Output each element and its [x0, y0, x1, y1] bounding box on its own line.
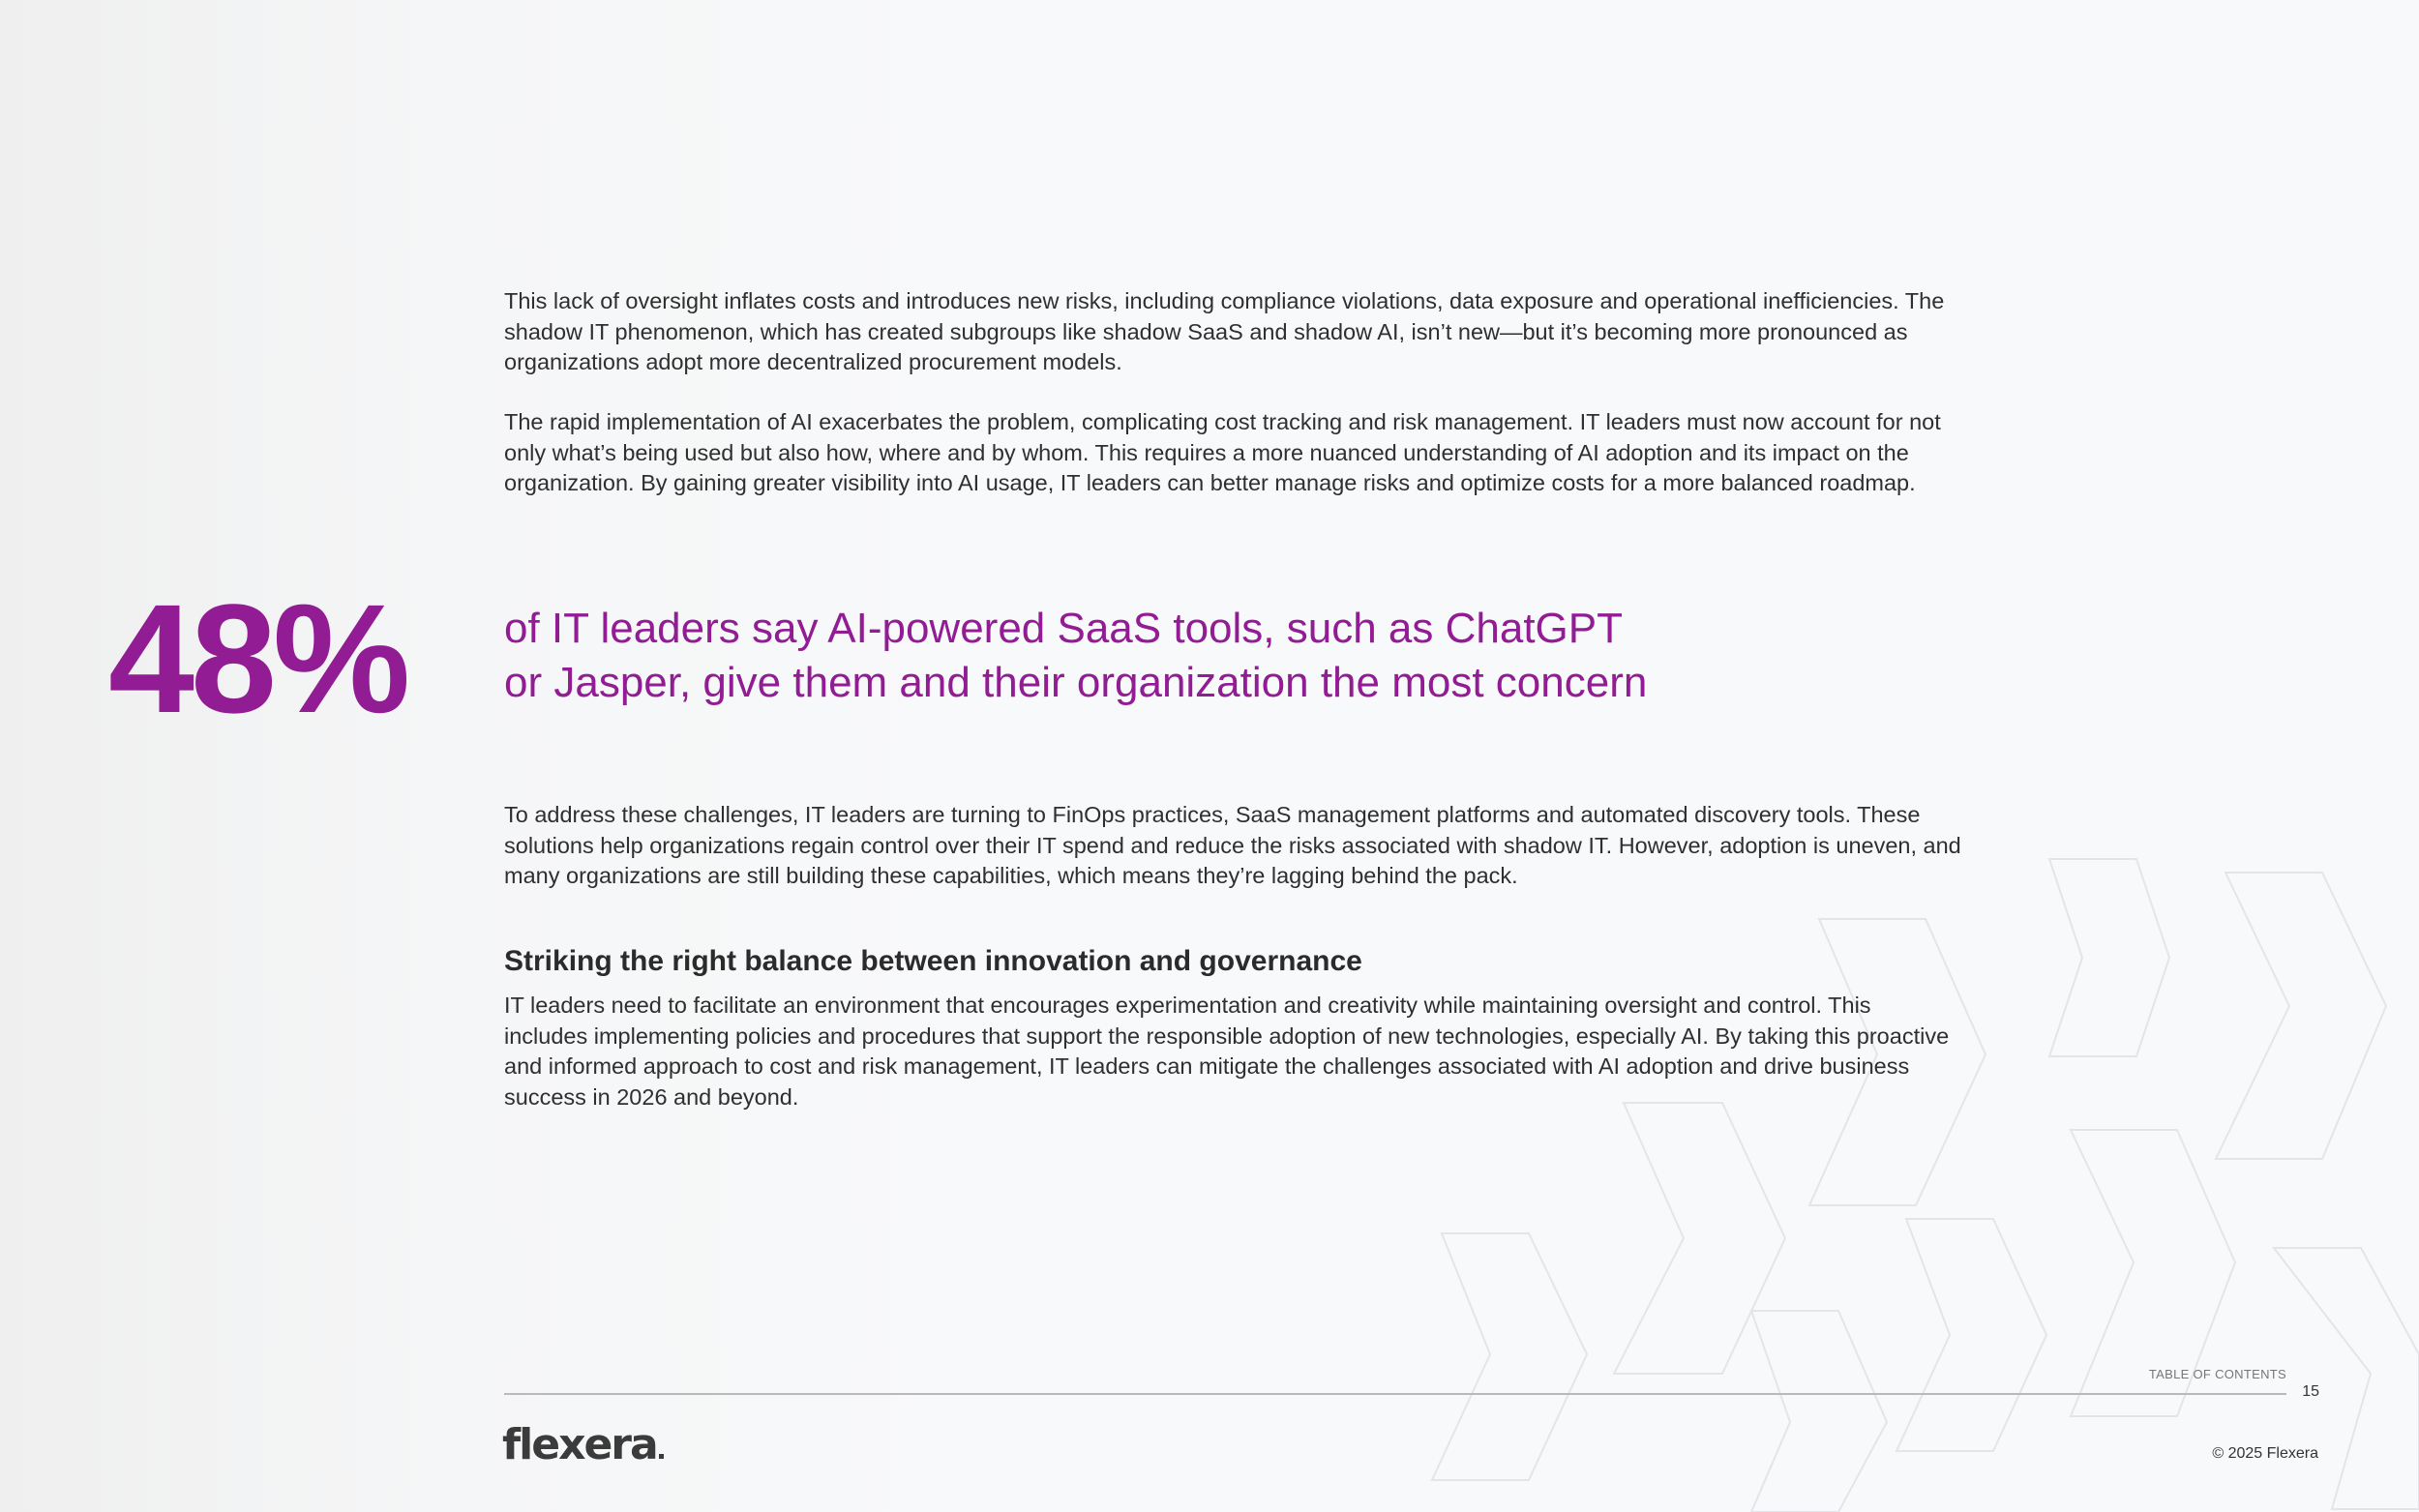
copyright-text: © 2025 Flexera [2212, 1445, 2318, 1462]
stat-percentage: 48% [108, 572, 407, 745]
paragraph-balance: IT leaders need to facilitate an environment that encourages experimentation and creativity while maintaining oversight and control. This includes implementing policies and procedures that support the responsible adoption of new technologies, especially AI. By taking this proactive and informed approach to cost and risk management, IT leaders can mitigate the challenges associated with AI adoption and drive business success in 2026 and beyond. [504, 993, 1950, 1110]
paragraph-oversight: This lack of oversight inflates costs and introduces new risks, including compliance violations, data exposure and operational inefficiencies. The shadow IT phenomenon, which has created subgroups like shadow SaaS and shadow AI, isn’t new—but it’s becoming more pronounced as organizations adopt more decentralized procurement models. [504, 288, 1945, 374]
paragraph-finops: To address these challenges, IT leaders are turning to FinOps practices, SaaS management platforms and automated discovery tools. These solutions help organizations regain control over their IT spend and reduce the risks associated with shadow IT. However, adoption is uneven, and many organizations are still building these capabilities, which means they’re lagging behind the pack. [504, 802, 1961, 888]
flexera-logo [502, 1420, 664, 1469]
table-of-contents-link[interactable]: TABLE OF CONTENTS [2148, 1367, 2286, 1381]
paragraph-ai-implementation: The rapid implementation of AI exacerbates the problem, complicating cost tracking and risk management. IT leaders must now account for not only what’s being used but also how, where and by whom. This requires a more nuanced understanding of AI adoption and its impact on the organization. By gaining greater visibility into AI usage, IT leaders can better manage risks and optimize costs for a more balanced roadmap. [504, 409, 1941, 495]
stat-description: of IT leaders say AI-powered SaaS tools, such as ChatGPT or Jasper, give them and their organization the most concern [504, 605, 1648, 706]
logo-wordmark: flexera [502, 1420, 657, 1469]
footer-divider [504, 1393, 2286, 1395]
logo-dot [659, 1454, 664, 1459]
section-subheading: Striking the right balance between innovation and governance [504, 945, 1362, 977]
page-number: 15 [2302, 1383, 2319, 1400]
